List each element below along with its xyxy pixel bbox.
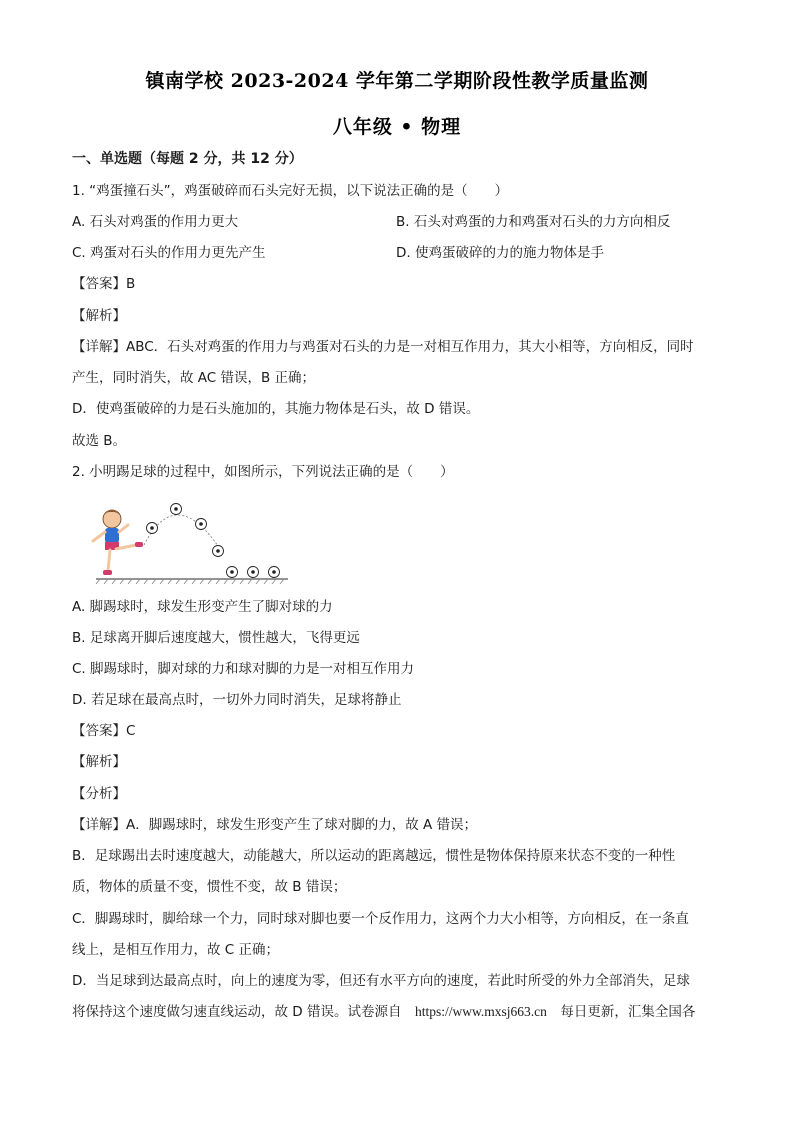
q2-option-c: C. 脚踢球时，脚对球的力和球对脚的力是一对相互作用力	[72, 661, 415, 677]
q1-conclusion: 故选 B。	[72, 433, 127, 449]
exam-subtitle: 八年级 • 物理	[332, 116, 462, 138]
q2-option-b: B. 足球离开脚后速度越大，惯性越大，飞得更远	[72, 630, 360, 646]
q2-answer: 【答案】C	[72, 723, 136, 739]
boy-icon	[93, 510, 143, 575]
q1-detail-line-2: 产生，同时消失，故 AC 错误，B 正确；	[72, 370, 316, 386]
q2-stem: 2. 小明踢足球的过程中，如图所示，下列说法正确的是（ ）	[72, 464, 454, 480]
q2-detail-line-6: D．当足球到达最高点时，向上的速度为零，但还有水平方向的速度，若此时所受的外力全部消失，足球	[72, 973, 690, 989]
q1-option-c: C. 鸡蛋对石头的作用力更先产生	[72, 245, 266, 261]
exam-title: 镇南学校 2023-2024 学年第二学期阶段性教学质量监测	[145, 70, 649, 92]
q2-option-d: D. 若足球在最高点时，一切外力同时消失，足球将静止	[72, 692, 402, 708]
q2-detail-line-4: C．脚踢球时，脚给球一个力，同时球对脚也要一个反作用力，这两个力大小相等，方向相反，在一条直	[72, 911, 689, 927]
q2-analysis-label: 【解析】	[72, 754, 126, 770]
q2-detail-line-3: 质，物体的质量不变，惯性不变，故 B 错误；	[72, 879, 347, 895]
q1-option-d: D. 使鸡蛋破碎的力的施力物体是手	[396, 245, 604, 261]
q2-detail-line-7	[72, 1002, 695, 1022]
q1-detail-line-1: 【详解】ABC．石头对鸡蛋的作用力与鸡蛋对石头的力是一对相互作用力，其大小相等，方向相反，同时	[72, 339, 694, 355]
soccer-kick-figure	[88, 497, 294, 589]
q2-detail-line-2: B．足球踢出去时速度越大，动能越大，所以运动的距离越远，惯性是物体保持原来状态不变的一种性	[72, 848, 676, 864]
q1-analysis-label: 【解析】	[72, 308, 126, 324]
q1-answer: 【答案】B	[72, 276, 136, 292]
q2-detail-line-7-tail: 每日更新，汇集全国各	[546, 1004, 696, 1020]
q2-detail-line-7-text: 将保持这个速度做匀速直线运动，故 D 错误。试卷源自	[72, 1004, 415, 1020]
q1-detail-line-3: D．使鸡蛋破碎的力是石头施加的，其施力物体是石头，故 D 错误。	[72, 401, 480, 417]
source-url-link[interactable]: https://www.mxsj663.cn	[414, 1004, 547, 1019]
q2-detail-line-1: 【详解】A．脚踢球时，球发生形变产生了球对脚的力，故 A 错误；	[72, 817, 478, 833]
q2-detail-line-5: 线上，是相互作用力，故 C 正确；	[72, 942, 280, 958]
q2-option-a: A. 脚踢球时，球发生形变产生了脚对球的力	[72, 599, 333, 615]
q1-stem: 1. “鸡蛋撞石头”，鸡蛋破碎而石头完好无损，以下说法正确的是（ ）	[72, 183, 509, 199]
q2-fenxi-label: 【分析】	[72, 786, 126, 802]
q1-option-b: B. 石头对鸡蛋的力和鸡蛋对石头的力方向相反	[396, 214, 671, 230]
section-heading: 一、单选题（每题 2 分，共 12 分）	[72, 151, 303, 167]
q1-option-a: A. 石头对鸡蛋的作用力更大	[72, 214, 239, 230]
